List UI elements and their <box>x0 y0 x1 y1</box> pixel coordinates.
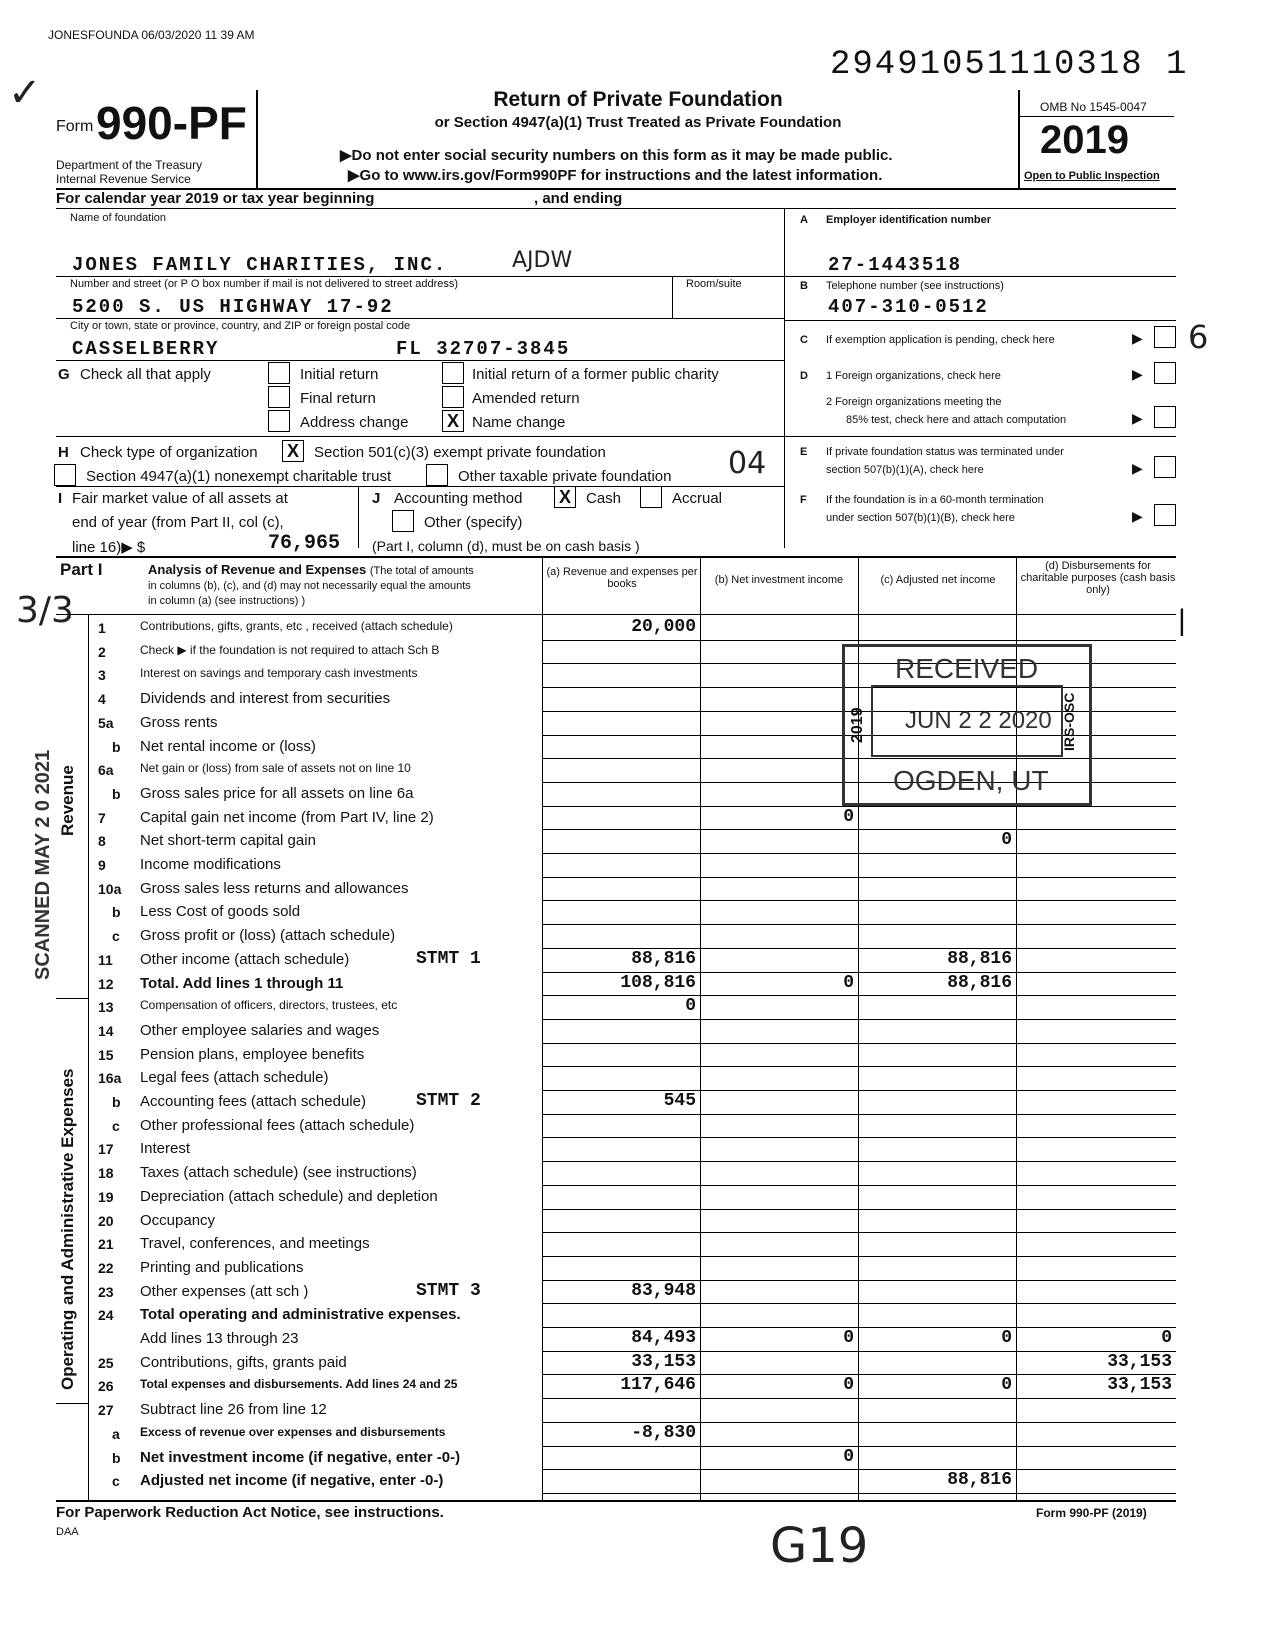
row-divider <box>542 1137 1176 1138</box>
initial-return-checkbox[interactable] <box>268 362 290 384</box>
arrow-icon: ▶ <box>1132 366 1143 382</box>
stamp-date: JUN 2 2 2020 <box>905 707 1052 734</box>
row-divider <box>542 877 1176 878</box>
amount-col-d[interactable]: 0 <box>1161 1328 1172 1348</box>
line-label: Adjusted net income (if negative, enter -0-) <box>140 1472 444 1490</box>
amount-col-a[interactable]: -8,830 <box>631 1422 696 1443</box>
line-number: 11 <box>98 951 113 968</box>
amount-col-c[interactable]: 0 <box>1001 1328 1012 1348</box>
scanned-stamp: SCANNED MAY 2 0 2021 <box>32 749 54 980</box>
col-a-header: (a) Revenue and expenses per books <box>546 566 698 590</box>
line-number: 6a <box>98 762 114 779</box>
line-number: 9 <box>98 857 106 873</box>
g-letter: G <box>58 366 70 383</box>
line-label: Gross sales price for all assets on line 6a <box>140 784 414 802</box>
line-number: 27 <box>98 1402 114 1419</box>
arrow-icon: ▶ <box>1132 410 1143 426</box>
amount-col-c[interactable]: 88,816 <box>947 972 1012 993</box>
final-return-checkbox[interactable] <box>268 386 290 408</box>
form-title: Return of Private Foundation <box>493 88 783 111</box>
other-method-label: Other (specify) <box>424 514 523 531</box>
amount-col-a[interactable]: 88,816 <box>631 948 696 969</box>
amount-col-c[interactable]: 88,816 <box>947 948 1012 969</box>
statement-ref[interactable]: STMT 1 <box>416 948 481 969</box>
irs-label: Internal Revenue Service <box>56 172 191 186</box>
line-label: Printing and publications <box>140 1258 304 1276</box>
line-label: Contributions, gifts, grants paid <box>140 1353 347 1371</box>
f-letter: F <box>800 494 807 506</box>
row-divider <box>542 924 1176 925</box>
line-number: 10a <box>98 880 122 897</box>
street-address[interactable]: 5200 S. US HIGHWAY 17-92 <box>72 296 394 318</box>
part-label: Part I <box>60 560 103 579</box>
sixty-month-label-2: under section 507(b)(1)(B), check here <box>826 512 1015 524</box>
col-c-header: (c) Adjusted net income <box>880 574 996 586</box>
ein-letter: A <box>800 214 808 226</box>
initial-former-charity-checkbox[interactable] <box>442 362 464 384</box>
line-label: Subtract line 26 from line 12 <box>140 1401 327 1419</box>
line-number: 20 <box>98 1212 114 1229</box>
stamp-city: OGDEN, UT <box>893 765 1049 796</box>
i-letter: I <box>58 490 63 507</box>
address-change-label: Address change <box>300 414 409 431</box>
accounting-method-label: Accounting method <box>394 490 523 507</box>
amended-return-checkbox[interactable] <box>442 386 464 408</box>
name-change-label: Name change <box>472 414 566 431</box>
foreign-org-checkbox[interactable] <box>1154 362 1176 384</box>
line-number: 14 <box>98 1022 114 1039</box>
section-4947-checkbox[interactable] <box>54 464 76 486</box>
terminated-label-1: If private foundation status was terminated under <box>826 446 1064 458</box>
fmv-label-2: end of year (from Part II, col (c), <box>72 514 284 531</box>
row-divider <box>542 1066 1176 1067</box>
line-label: Excess of revenue over expenses and disbursements <box>140 1424 446 1439</box>
line-number: b <box>112 1449 121 1466</box>
line-label: Income modifications <box>140 856 281 873</box>
line-label: Net investment income (if negative, enter -0-) <box>140 1448 461 1466</box>
arrow-icon: ▶ <box>1132 508 1143 524</box>
line-number: 1 <box>98 620 106 636</box>
row-divider <box>542 1209 1176 1210</box>
amount-col-c[interactable]: 88,816 <box>947 1470 1012 1491</box>
amount-col-c[interactable]: 0 <box>1001 1375 1012 1396</box>
line-label: Capital gain net income (from Part IV, line 2) <box>140 808 434 826</box>
daa-label: DAA <box>56 1526 79 1538</box>
row-divider <box>542 640 1176 641</box>
line-number: b <box>112 1094 121 1110</box>
fmv-label-1: Fair market value of all assets at <box>72 490 288 507</box>
line-label: Dividends and interest from securities <box>140 690 391 708</box>
handwritten-code: 04 <box>728 446 767 481</box>
row-divider <box>542 853 1176 854</box>
city[interactable]: CASSELBERRY <box>72 338 220 360</box>
exemption-pending-checkbox[interactable] <box>1154 326 1176 348</box>
amount-col-c[interactable]: 0 <box>1001 830 1012 851</box>
amount-col-a[interactable]: 0 <box>685 996 696 1017</box>
phone-letter: B <box>800 280 808 292</box>
foreign-85-checkbox[interactable] <box>1154 406 1176 428</box>
final-return-label: Final return <box>300 390 376 407</box>
amount-col-a[interactable]: 84,493 <box>631 1328 696 1348</box>
row-divider <box>542 900 1176 901</box>
line-label: Legal fees (attach schedule) <box>140 1069 329 1087</box>
line-label: Less Cost of goods sold <box>140 903 301 921</box>
line-label: Taxes (attach schedule) (see instructions) <box>140 1164 417 1182</box>
row-divider <box>542 1161 1176 1162</box>
stamp-received: RECEIVED <box>895 653 1039 684</box>
tax-year: 2019 <box>1040 118 1129 162</box>
cash-basis-note: (Part I, column (d), must be on cash basis ) <box>372 538 640 554</box>
form-number: 990-PF <box>96 97 247 149</box>
margin-handwritten-left: 3/3 <box>16 590 74 631</box>
e-letter: E <box>800 446 808 458</box>
d-letter: D <box>800 370 808 382</box>
line-label: Accounting fees (attach schedule) <box>140 1093 366 1110</box>
ssn-warning: ▶Do not enter social security numbers on this form as it may be made public. <box>340 147 893 164</box>
line-label: Compensation of officers, directors, trustees, etc <box>140 998 398 1013</box>
line-label: Gross rents <box>140 713 218 731</box>
terminated-checkbox[interactable] <box>1154 456 1176 478</box>
foreign-85-label-1: 2 Foreign organizations meeting the <box>826 396 1002 408</box>
handwritten-check-mark: ✓ <box>8 70 42 116</box>
fmv-value[interactable]: 76,965 <box>268 532 341 555</box>
foreign-85-label-2: 85% test, check here and attach computation <box>846 414 1067 426</box>
line-number: 19 <box>98 1188 114 1205</box>
amount-col-b[interactable]: 0 <box>843 1446 854 1467</box>
part-title <box>148 562 478 607</box>
ein-label: Employer identification number <box>826 214 992 226</box>
amount-col-b[interactable]: 0 <box>843 1328 854 1348</box>
line-number: 2 <box>98 643 106 660</box>
other-taxable-label: Other taxable private foundation <box>458 468 672 485</box>
h-letter: H <box>58 444 69 461</box>
line-label: Total operating and administrative expenses. <box>140 1306 461 1324</box>
section-501c3-label: Section 501(c)(3) exempt private foundation <box>314 444 606 461</box>
accrual-checkbox[interactable] <box>640 486 662 508</box>
org-type-label: Check type of organization <box>80 444 258 461</box>
amount-col-d[interactable]: 33,153 <box>1107 1351 1172 1372</box>
statement-ref[interactable]: STMT 3 <box>416 1280 481 1301</box>
amount-col-a[interactable]: 20,000 <box>631 617 696 637</box>
amount-col-a[interactable]: 83,948 <box>631 1280 696 1301</box>
line-number: c <box>112 928 120 945</box>
ein-value[interactable]: 27-1443518 <box>828 254 963 276</box>
line-label: Depreciation (attach schedule) and depletion <box>140 1187 438 1205</box>
line-label: Net gain or (loss) from sale of assets not on line 10 <box>140 761 411 776</box>
open-inspection: Open to Public Inspection <box>1024 170 1160 182</box>
footer-handwritten: G19 <box>770 1518 869 1574</box>
form-subtitle: or Section 4947(a)(1) Trust Treated as Private Foundation <box>434 114 842 131</box>
line-number: 4 <box>98 691 106 708</box>
section-501c3-checkbox[interactable]: X <box>282 440 304 462</box>
cash-label: Cash <box>586 490 622 507</box>
line-number: 7 <box>98 809 106 826</box>
line-number: 24 <box>98 1307 114 1324</box>
amended-return-label: Amended return <box>472 390 580 407</box>
batch-stamp: JONESFOUNDA 06/03/2020 11 39 AM <box>48 28 255 42</box>
handwritten-annotation: AJDW <box>512 248 573 273</box>
line-number: 23 <box>98 1283 114 1300</box>
col-d-header: (d) Disbursements for charitable purposes (cash basis only) <box>1020 560 1176 596</box>
cash-checkbox[interactable]: X <box>554 486 576 508</box>
omb-number: OMB No 1545-0047 <box>1040 100 1147 114</box>
line-number: 5a <box>98 714 114 731</box>
line-number: c <box>112 1117 120 1134</box>
amount-col-b[interactable]: 0 <box>843 806 854 827</box>
line-label: Net rental income or (loss) <box>140 737 316 755</box>
statement-ref[interactable]: STMT 2 <box>416 1091 481 1111</box>
name-label: Name of foundation <box>70 212 167 224</box>
line-label: Other income (attach schedule) <box>140 950 350 968</box>
margin-handwritten-mark: 6 <box>1188 318 1209 356</box>
line-label: Other employee salaries and wages <box>140 1021 380 1039</box>
part-title-note: (The total of amounts in columns (b), (c), and (d) may not necessarily equal the amounts in column (a) (see instructions) ) <box>148 565 474 607</box>
dept-treasury: Department of the Treasury <box>56 158 203 172</box>
form-word: Form <box>56 118 94 135</box>
phone-value[interactable]: 407-310-0512 <box>828 296 989 318</box>
row-divider <box>542 1043 1176 1044</box>
col-b-header: (b) Net investment income <box>714 574 844 586</box>
part-title-text: Analysis of Revenue and Expenses <box>148 562 367 577</box>
line-label: Check ▶ if the foundation is not required to attach Sch B <box>140 642 440 657</box>
line-number: 16a <box>98 1070 122 1087</box>
address-change-checkbox[interactable] <box>268 410 290 432</box>
terminated-label-2: section 507(b)(1)(A), check here <box>826 464 984 476</box>
city-label: City or town, state or province, country, and ZIP or foreign postal code <box>70 320 411 332</box>
amount-col-a[interactable]: 33,153 <box>631 1351 696 1372</box>
row-divider <box>542 1114 1176 1115</box>
margin-tick: | <box>1178 604 1186 637</box>
street-label: Number and street (or P O box number if mail is not delivered to street address) <box>70 278 459 290</box>
line-label: Net short-term capital gain <box>140 832 316 850</box>
row-divider <box>542 1493 1176 1494</box>
line-label: Other expenses (att sch ) <box>140 1282 309 1300</box>
accrual-label: Accrual <box>672 490 723 507</box>
line-number: 21 <box>98 1236 114 1253</box>
sixty-month-checkbox[interactable] <box>1154 504 1176 526</box>
line-number: 25 <box>98 1354 114 1371</box>
document-locator-number: 29491051110318 1 <box>830 46 1189 84</box>
line-number: 18 <box>98 1165 114 1182</box>
row-divider <box>542 1303 1176 1304</box>
line-label: Gross sales less returns and allowances <box>140 879 409 897</box>
amount-col-a[interactable]: 108,816 <box>620 972 696 993</box>
line-label: Travel, conferences, and meetings <box>140 1235 370 1253</box>
line-number: 15 <box>98 1046 114 1063</box>
row-divider <box>542 1398 1176 1399</box>
other-taxable-checkbox[interactable] <box>426 464 448 486</box>
room-suite-label: Room/suite <box>686 278 742 290</box>
other-method-checkbox[interactable] <box>392 510 414 532</box>
line-label: Pension plans, employee benefits <box>140 1045 365 1063</box>
amount-col-b[interactable]: 0 <box>843 1375 854 1396</box>
received-stamp <box>842 644 1092 806</box>
line-number: 26 <box>98 1378 114 1395</box>
line-label: Interest on savings and temporary cash investments <box>140 666 418 681</box>
line-number: b <box>112 785 121 802</box>
line-label: Interest <box>140 1140 191 1158</box>
line-label: Other professional fees (attach schedule) <box>140 1116 415 1134</box>
amount-col-b[interactable]: 0 <box>843 972 854 993</box>
line-number: 17 <box>98 1141 114 1158</box>
line-number: 8 <box>98 833 106 850</box>
and-ending-label: , and ending <box>534 190 623 207</box>
line-number: 3 <box>98 667 106 684</box>
row-divider <box>542 1232 1176 1233</box>
line-label: Occupancy <box>140 1211 216 1229</box>
line-number: a <box>112 1425 120 1442</box>
row-divider <box>542 1185 1176 1186</box>
section-4947-label: Section 4947(a)(1) nonexempt charitable trust <box>86 468 392 485</box>
foreign-org-label: 1 Foreign organizations, check here <box>826 370 1001 382</box>
check-all-label: Check all that apply <box>80 366 211 383</box>
c-letter: C <box>800 334 808 346</box>
line-label: Total expenses and disbursements. Add lines 24 and 25 <box>140 1377 458 1392</box>
row-divider <box>542 1446 1176 1447</box>
sixty-month-label-1: If the foundation is in a 60-month termination <box>826 494 1044 506</box>
foundation-name[interactable]: JONES FAMILY CHARITIES, INC. <box>72 254 448 276</box>
amount-col-a[interactable]: 117,646 <box>620 1375 696 1396</box>
row-divider <box>542 1469 1176 1470</box>
state-zip[interactable]: FL 32707-3845 <box>396 338 571 360</box>
j-letter: J <box>372 490 381 507</box>
stamp-right-code: IRS-OSC <box>1061 692 1077 751</box>
arrow-icon: ▶ <box>1132 330 1143 346</box>
instructions-link[interactable]: ▶Go to www.irs.gov/Form990PF for instructions and the latest information. <box>348 167 883 184</box>
arrow-icon: ▶ <box>1132 460 1143 476</box>
line-number: 13 <box>98 999 114 1016</box>
line-number: 22 <box>98 1259 114 1276</box>
line-label: Gross profit or (loss) (attach schedule) <box>140 927 396 945</box>
line-label: Total. Add lines 1 through 11 <box>140 974 344 992</box>
line-number: b <box>112 738 121 755</box>
row-divider <box>542 1256 1176 1257</box>
calendar-year-label: For calendar year 2019 or tax year beginning <box>56 190 375 207</box>
expenses-side-label: Operating and Administrative Expenses <box>58 1068 77 1390</box>
line-label: Add lines 13 through 23 <box>140 1330 299 1347</box>
line-label: Contributions, gifts, grants, etc , received (attach schedule) <box>140 619 453 633</box>
amount-col-a[interactable]: 545 <box>663 1091 696 1111</box>
phone-label: Telephone number (see instructions) <box>826 280 1004 292</box>
paperwork-notice: For Paperwork Reduction Act Notice, see instructions. <box>56 1504 444 1521</box>
initial-return-label: Initial return <box>300 366 379 383</box>
row-divider <box>542 829 1176 830</box>
amount-col-d[interactable]: 33,153 <box>1107 1375 1172 1396</box>
line-number: b <box>112 904 121 921</box>
name-change-checkbox[interactable]: X <box>442 410 464 432</box>
exemption-pending-label: If exemption application is pending, check here <box>826 334 1055 346</box>
stamp-left-code: 2019 <box>849 707 866 743</box>
line-number: 12 <box>98 975 114 992</box>
revenue-side-label: Revenue <box>58 765 77 836</box>
footer-form-id: Form 990-PF (2019) <box>1036 1506 1147 1520</box>
line-number: c <box>112 1473 120 1490</box>
row-divider <box>542 1019 1176 1020</box>
initial-former-charity-label: Initial return of a former public charity <box>472 366 719 383</box>
fmv-label-3: line 16)▶ $ <box>72 539 146 556</box>
